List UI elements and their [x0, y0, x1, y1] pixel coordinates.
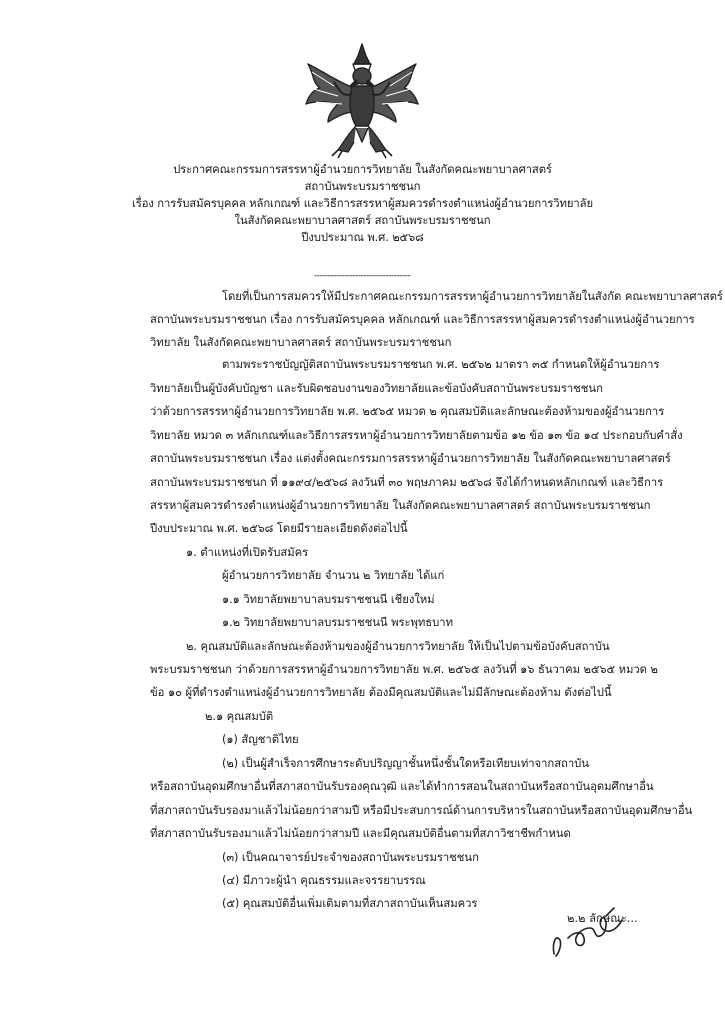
body-line: วิทยาลัยเป็นผู้บังคับบัญชา และรับผิดชอบงานของวิทยาลัยและข้อบังคับสถาบันพระบรมราชชนก	[150, 382, 603, 395]
body-line: สรรหาผู้สมควรดำรงตำแหน่งผู้อำนวยการวิทยาลัย ในสังกัดคณะพยาบาลศาสตร์ สถาบันพระบรมราชชนก	[150, 499, 651, 512]
heading-line-1: ประกาศคณะกรรมการสรรหาผู้อำนวยการวิทยาลัย ในสังกัดคณะพยาบาลศาสตร์	[173, 163, 552, 176]
body-line: วิทยาลัย ในสังกัดคณะพยาบาลศาสตร์ สถาบันพระบรมราชชนก	[150, 336, 452, 349]
section-1-title: ๑. ตำแหน่งที่เปิดรับสมัคร	[186, 546, 309, 559]
body-line: ที่สภาสถาบันรับรองมาแล้วไม่น้อยกว่าสามปี และมีคุณสมบัติอื่นตามที่สภาวิชาชีพกำหนด	[150, 827, 571, 840]
announcement-heading	[100, 161, 625, 246]
signature-icon	[548, 898, 626, 960]
heading-line-3: เรื่อง การรับสมัครบุคคล หลักเกณฑ์ และวิธีการสรรหาผู้สมควรดำรงตำแหน่งผู้อำนวยการวิทยาลัย	[131, 197, 594, 210]
body-line: หรือสถาบันอุดมศึกษาอื่นที่สภาสถาบันรับรองคุณวุฒิ และได้ทำการสอนในสถาบันหรือสถาบันอุดมศึกษาอื่น	[150, 780, 654, 793]
body-line: โดยที่เป็นการสมควรให้มีประกาศคณะกรรมการสรรหาผู้อำนวยการวิทยาลัยในสังกัด คณะพยาบาลศาสตร์	[222, 290, 723, 303]
body-line: สถาบันพระบรมราชชนก เรื่อง การรับสมัครบุคคล หลักเกณฑ์ และวิธีการสรรหาผู้สมควรดำรงตำแหน่งผู้อำนวยการ	[150, 313, 695, 326]
list-item: ๑.๑ วิทยาลัยพยาบาลบรมราชชนนี เชียงใหม่	[222, 593, 435, 606]
section-2-title: ๒. คุณสมบัติและลักษณะต้องห้ามของผู้อำนวยการวิทยาลัย ให้เป็นไปตามข้อบังคับสถาบัน	[186, 640, 610, 653]
body-line: ตามพระราชบัญญัติสถาบันพระบรมราชชนก พ.ศ. ๒๕๖๒ มาตรา ๓๕ กำหนดให้ผู้อำนวยการ	[222, 358, 660, 371]
list-item: ๑.๒ วิทยาลัยพยาบาลบรมราชชนนี พระพุทธบาท	[222, 616, 453, 629]
heading-separator: -----------------------------------	[313, 271, 411, 281]
body-line: ข้อ ๑๐ ผู้ที่ดำรงตำแหน่งผู้อำนวยการวิทยาลัย ต้องมีคุณสมบัติและไม่มีลักษณะต้องห้าม ดังต่อไปนี้	[150, 686, 612, 699]
body-line: วิทยาลัย หมวด ๓ หลักเกณฑ์และวิธีการสรรหาผู้อำนวยการวิทยาลัยตามข้อ ๑๒ ข้อ ๑๓ ข้อ ๑๔ ประกอบกับคำสั่ง	[150, 429, 683, 442]
garuda-emblem-icon	[298, 42, 426, 160]
body-line: ปีงบประมาณ พ.ศ. ๒๕๖๘ โดยมีรายละเอียดดังต่อไปนี้	[150, 522, 408, 535]
heading-line-4: ในสังกัดคณะพยาบาลศาสตร์ สถาบันพระบรมราชชนก	[234, 214, 491, 227]
page-continuation: ๒.๒ ลักษณะ...	[567, 912, 638, 925]
list-item: (๒) เป็นผู้สำเร็จการศึกษาระดับปริญญาชั้นหนึ่งชั้นใดหรือเทียบเท่าจากสถาบัน	[222, 757, 589, 770]
heading-line-5: ปีงบประมาณ พ.ศ. ๒๕๖๘	[301, 231, 424, 244]
body-line: พระบรมราชชนก ว่าด้วยการสรรหาผู้อำนวยการวิทยาลัย พ.ศ. ๒๕๖๕ ลงวันที่ ๑๖ ธันวาคม ๒๕๖๕ หมวด ๒	[150, 663, 658, 676]
body-line: ผู้อำนวยการวิทยาลัย จำนวน ๒ วิทยาลัย ได้แก่	[222, 569, 445, 582]
body-line: ที่สภาสถาบันรับรองมาแล้วไม่น้อยกว่าสามปี หรือมีประสบการณ์ด้านการบริหารในสถาบันหรือสถาบันอุดมศึกษาอื่น	[150, 804, 693, 817]
subsection-title: ๒.๑ คุณสมบัติ	[205, 710, 274, 723]
body-line: สถาบันพระบรมราชชนก เรื่อง แต่งตั้งคณะกรรมการสรรหาผู้อำนวยการวิทยาลัย ในสังกัดคณะพยาบาลศาสตร์	[150, 452, 671, 465]
list-item: (๑) สัญชาติไทย	[222, 733, 299, 746]
list-item: (๕) คุณสมบัติอื่นเพิ่มเติมตามที่สภาสถาบันเห็นสมควร	[222, 897, 478, 910]
body-line: ว่าด้วยการสรรหาผู้อำนวยการวิทยาลัย พ.ศ. ๒๕๖๕ หมวด ๒ คุณสมบัติและลักษณะต้องห้ามของผู้อำนวยการ	[150, 405, 665, 418]
body-line: สถาบันพระบรมราชชนก ที่ ๑๑๙๔/๒๕๖๘ ลงวันที่ ๓๐ พฤษภาคม ๒๕๖๘ จึงได้กำหนดหลักเกณฑ์ และวิธีการ	[150, 476, 664, 489]
list-item: (๓) เป็นคณาจารย์ประจำของสถาบันพระบรมราชชนก	[222, 851, 479, 864]
list-item: (๔) มีภาวะผู้นำ คุณธรรมและจรรยาบรรณ	[222, 874, 426, 887]
heading-line-2: สถาบันพระบรมราชชนก	[304, 180, 421, 193]
